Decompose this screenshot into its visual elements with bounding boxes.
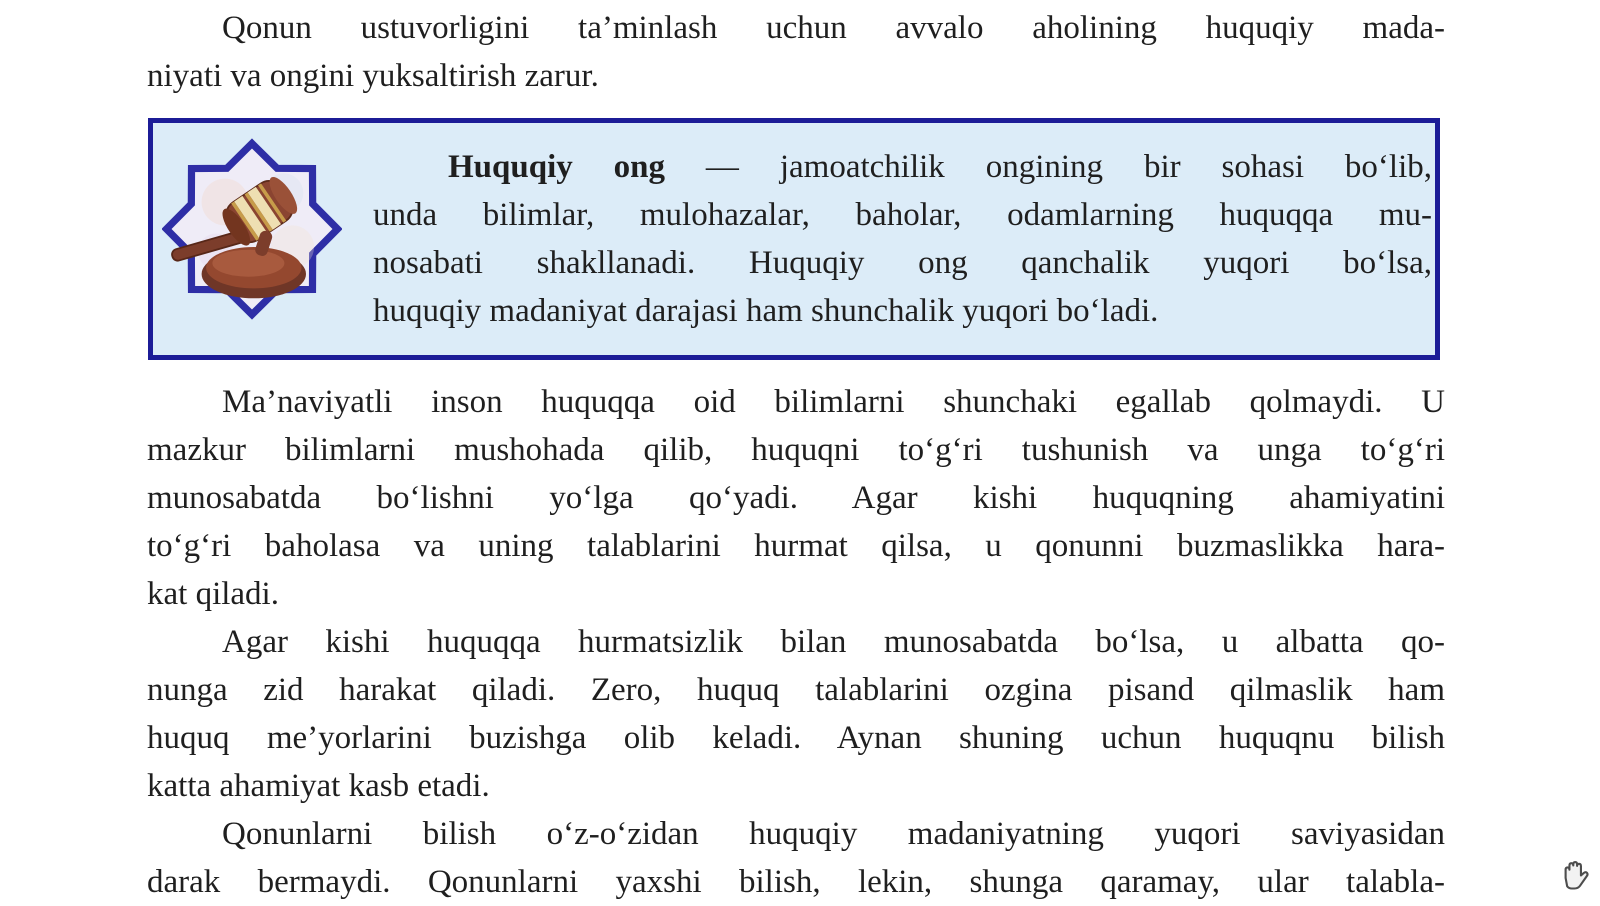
callout-term: Huquqiy ong (448, 149, 666, 185)
text-line: katta ahamiyat kasb etadi. (147, 768, 490, 804)
text-line: Agar kishi huquqqa hurmatsizlik bilan munosabatda bo‘lsa, u albatta qo- (222, 624, 1445, 660)
paragraph (147, 810, 1445, 906)
definition-callout (148, 118, 1440, 360)
hand-cursor-icon (1552, 854, 1598, 900)
gavel-star-icon (162, 138, 342, 320)
text-line: unda bilimlar, mulohazalar, baholar, odamlarning huquqqa mu- (373, 197, 1432, 233)
text-line: Qonunlarni bilish o‘z-o‘zidan huquqiy madaniyatning yuqori saviyasidan (222, 816, 1445, 852)
callout-text (373, 143, 1432, 335)
paragraph (147, 378, 1445, 618)
text-line: Qonun ustuvorligini ta’minlash uchun avvalo aholining huquqiy mada- (222, 10, 1445, 46)
callout-first-line-rest: — jamoatchilik ongining bir sohasi bo‘lib, (665, 149, 1432, 185)
text-line: mazkur bilimlarni mushohada qilib, huquqni to‘g‘ri tushunish va unga to‘g‘ri (147, 432, 1445, 468)
text-line: huquq me’yorlarini buzishga olib keladi. Aynan shuning uchun huquqnu bilish (147, 720, 1445, 756)
text-line: huquqiy madaniyat darajasi ham shunchalik yuqori bo‘ladi. (373, 293, 1159, 329)
callout-first-line (373, 143, 1432, 191)
text-line: to‘g‘ri baholasa va uning talablarini hurmat qilsa, u qonunni buzmaslikka hara- (147, 528, 1445, 564)
paragraph-intro (147, 4, 1445, 100)
body-paragraphs (147, 378, 1445, 906)
callout-rest-lines (373, 191, 1432, 335)
text-line: nosabati shakllanadi. Huquqiy ong qanchalik yuqori bo‘lsa, (373, 245, 1432, 281)
text-line: kat qiladi. (147, 576, 279, 612)
text-line: darak bermaydi. Qonunlarni yaxshi bilish, lekin, shunga qaramay, ular talabla- (147, 864, 1445, 900)
text-line: nunga zid harakat qiladi. Zero, huquq talablarini ozgina pisand qilmaslik ham (147, 672, 1445, 708)
text-line: munosabatda bo‘lishni yo‘lga qo‘yadi. Agar kishi huquqning ahamiyatini (147, 480, 1445, 516)
text-line: niyati va ongini yuksaltirish zarur. (147, 58, 599, 94)
text-line: Ma’naviyatli inson huquqqa oid bilimlarni shunchaki egallab qolmaydi. U (222, 384, 1445, 420)
paragraph (147, 618, 1445, 810)
